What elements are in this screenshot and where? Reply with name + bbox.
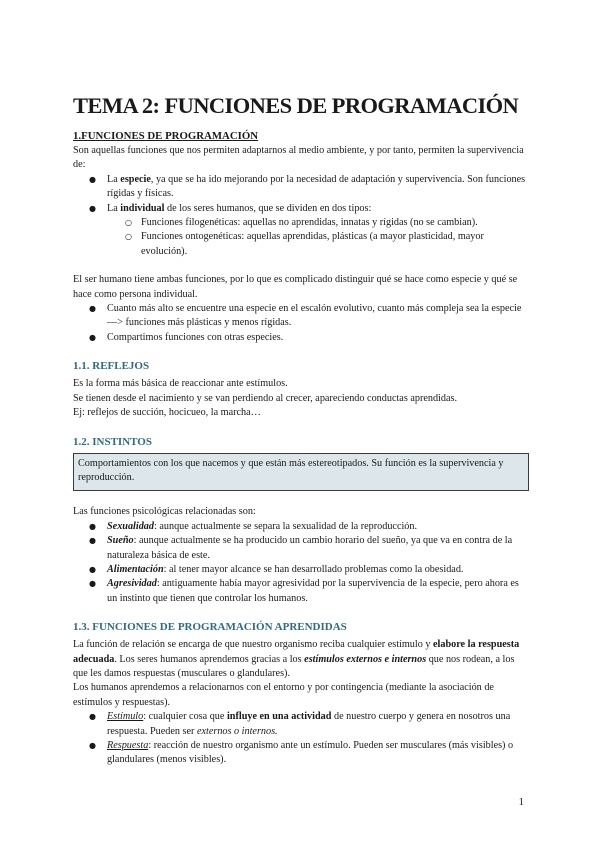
- list-item: ● Sueño: aunque actualmente se ha producido un cambio horario del sueño, ya que va en contra de la naturaleza básica de este.: [73, 534, 529, 563]
- list-item: ● Cuanto más alto se encuentre una especie en el escalón evolutivo, cuanto más compleja sea la especie —> funciones más plásticas y menos rígidas.: [73, 302, 529, 331]
- bullet-list: [73, 302, 529, 345]
- page-number: 1: [518, 796, 524, 808]
- paragraph: El ser humano tiene ambas funciones, por lo que es complicado distinguir qué se hace como especie y qué se hace como persona individual.: [73, 274, 518, 300]
- list-item: ● Alimentación: al tener mayor alcance se han desarrollado problemas como la obesidad.: [73, 563, 529, 577]
- list-item: ● La especie, ya que se ha ido mejorando por la necesidad de adaptación y supervivencia. Son funciones rígidas y físicas.: [73, 173, 529, 202]
- section-heading-instintos: 1.2. INSTINTOS: [73, 435, 152, 448]
- bullet-list: [73, 710, 529, 768]
- section-intro: Son aquellas funciones que nos permiten adaptarnos al medio ambiente, y por tanto, permiten la supervivencia de:: [73, 145, 524, 171]
- list-item: ● Sexualidad: aunque actualmente se separa la sexualidad de la reproducción.: [73, 520, 529, 534]
- paragraph: Las funciones psicológicas relacionadas son:: [73, 506, 256, 518]
- section-heading-funciones: 1.FUNCIONES DE PROGRAMACIÓN: [73, 130, 259, 142]
- bullet-list: [73, 173, 529, 259]
- sub-list-item: ○ Funciones ontogenéticas: aquellas aprendidas, plásticas (a mayor plasticidad, mayor evolución).: [107, 230, 529, 259]
- list-item: ● Agresividad: antiguamente había mayor agresividad por la supervivencia de la especie, pero ahora es un instinto que tienen que controlar los humanos.: [73, 577, 529, 606]
- paragraph: Ej: reflejos de succión, hocicueo, la marcha…: [73, 407, 261, 419]
- paragraph: Los humanos aprendemos a relacionarnos con el entorno y por contingencia (mediante la asociación de estímulos y respuestas).: [73, 682, 494, 708]
- list-item: ● La individual de los seres humanos, que se dividen en dos tipos: ○ Funciones filogenéticas: aquellas no aprendidas, innatas y rígidas (no se cambian). ○ Funciones ontogenéticas: aquellas aprendidas, plásticas (a mayor plasticidad, mayor evolución).: [73, 202, 529, 260]
- definition-box: Comportamientos con los que nacemos y que están más estereotipados. Su función es la supervivencia y reproducción.: [73, 453, 529, 492]
- paragraph: Se tienen desde el nacimiento y se van perdiendo al crecer, apareciendo conductas aprendidas.: [73, 392, 458, 404]
- section-heading-aprendidas: 1.3. FUNCIONES DE PROGRAMACIÓN APRENDIDAS: [73, 621, 347, 634]
- paragraph: La función de relación se encarga de que nuestro organismo reciba cualquier estímulo y elabore la respuesta adecuada. Los seres humanos aprendemos gracias a los estímulos externos e internos que nos rodean, a los que les damos respuestas (musculares o glandulares).: [73, 639, 520, 679]
- sub-list-item: ○ Funciones filogenéticas: aquellas no aprendidas, innatas y rígidas (no se cambian).: [107, 216, 529, 230]
- bullet-list: [73, 520, 529, 606]
- page-title: TEMA 2: FUNCIONES DE PROGRAMACIÓN: [73, 93, 519, 118]
- document-content: [73, 92, 529, 768]
- section-heading-reflejos: 1.1. REFLEJOS: [73, 360, 150, 373]
- paragraph: Es la forma más básica de reaccionar ante estímulos.: [73, 378, 288, 390]
- list-item: ● Compartimos funciones con otras especies.: [73, 331, 529, 345]
- list-item: ● Respuesta: reacción de nuestro organismo ante un estímulo. Pueden ser musculares (más visibles) o glandulares (menos visibles).: [73, 739, 529, 768]
- list-item: ● Estímulo: cualquier cosa que influye en una actividad de nuestro cuerpo y genera en nosotros una respuesta. Pueden ser externos o internos.: [73, 710, 529, 739]
- sub-list: [107, 216, 529, 259]
